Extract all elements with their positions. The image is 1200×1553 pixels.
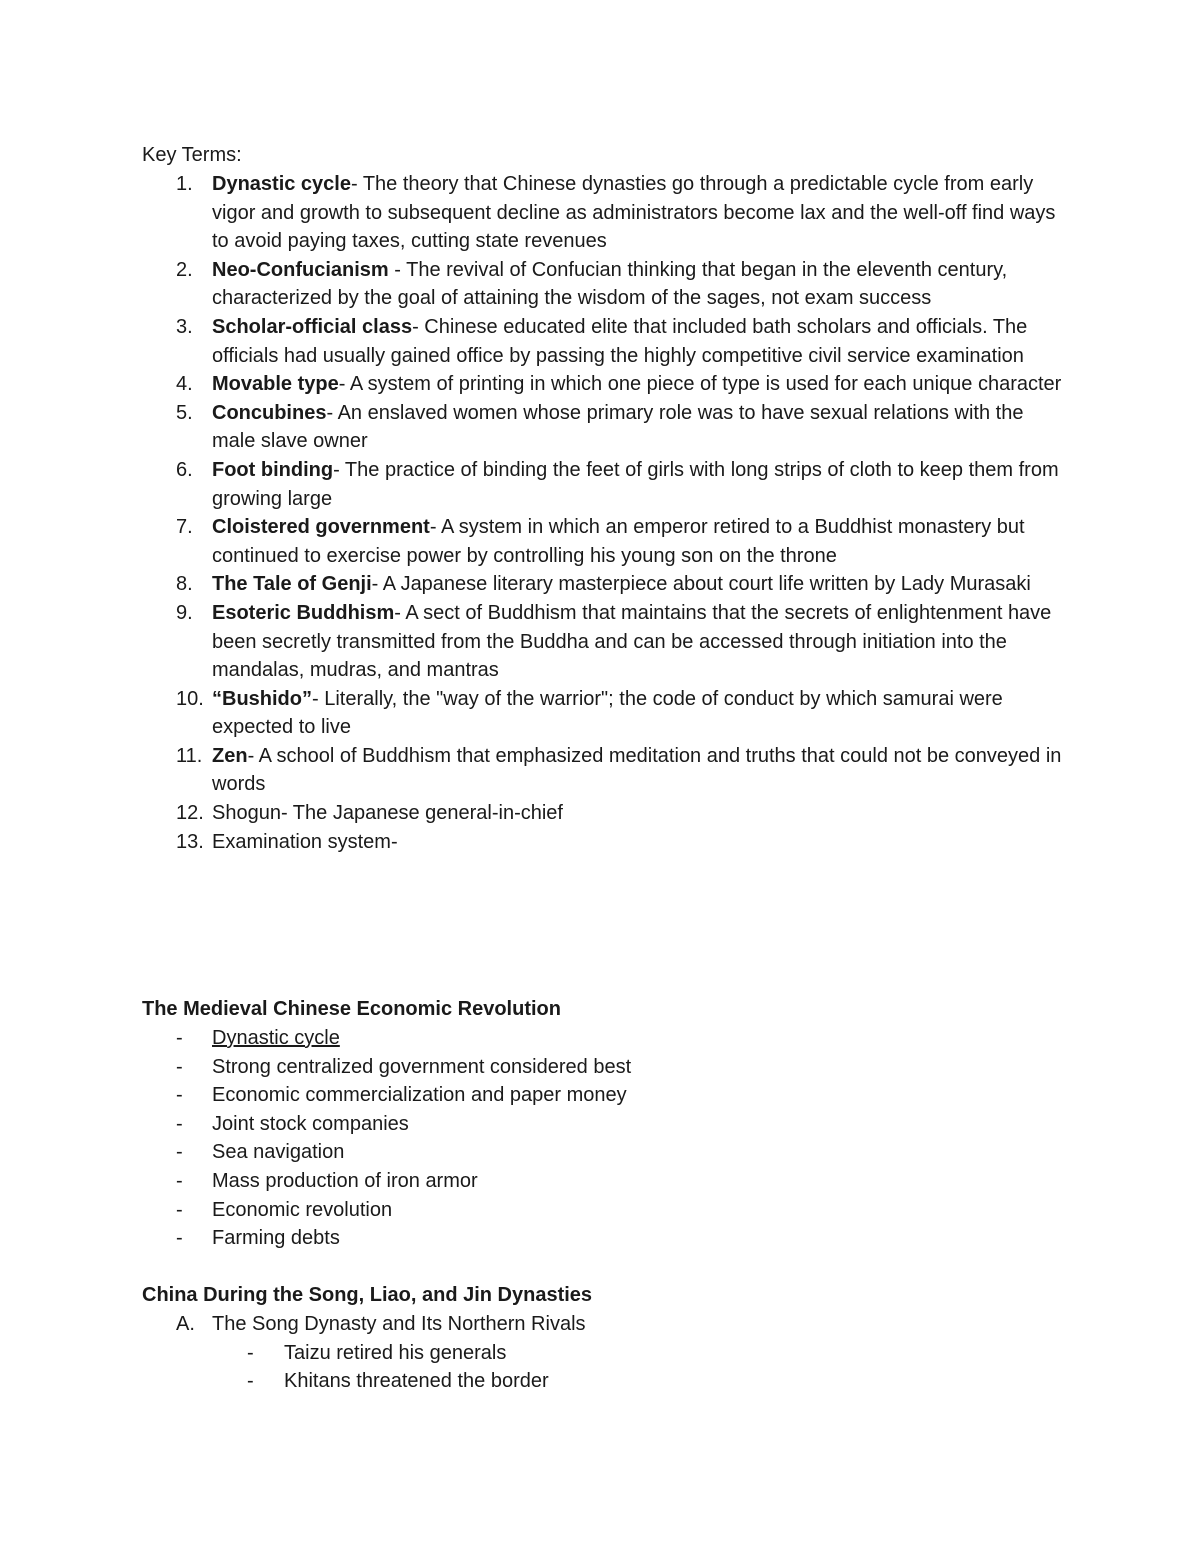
economic-revolution-heading: The Medieval Chinese Economic Revolution: [142, 998, 561, 1020]
song-outline-list: [142, 1310, 1042, 1396]
key-term-item: [142, 370, 1062, 399]
outline-letter: A.: [176, 1313, 195, 1335]
key-term-definition: - The theory that Chinese dynasties go through a predictable cycle from early vigor and growth to subsequent decline as administrators become lax and the well-off find ways to avoid paying taxes, cutting state revenues: [212, 173, 1056, 253]
key-term-item: [142, 828, 1062, 857]
key-term-item: [142, 399, 1062, 456]
key-term-definition: - Literally, the "way of the warrior"; the code of conduct by which samurai were expected to live: [212, 687, 1003, 739]
key-term-item: [142, 456, 1062, 513]
outline-text: The Song Dynasty and Its Northern Rivals: [212, 1313, 586, 1335]
key-term-definition: - Chinese educated elite that included bath scholars and officials. The officials had usually gained office by passing the highly competitive civil service examination: [212, 315, 1028, 367]
key-term-name: Dynastic cycle: [212, 173, 351, 195]
key-term-definition: - A Japanese literary masterpiece about court life written by Lady Murasaki: [371, 573, 1031, 596]
bullet-text: Farming debts: [212, 1227, 340, 1250]
key-term-name: “Bushido”: [212, 687, 312, 710]
key-term-name: Scholar-official class: [212, 315, 413, 338]
key-term-number: 4.: [176, 373, 193, 396]
key-term-item: [142, 256, 1062, 313]
key-term-item: [142, 570, 1062, 599]
key-term-name: Esoteric Buddhism: [212, 601, 395, 624]
key-term-name: Movable type: [212, 373, 339, 396]
key-term-definition: Shogun- The Japanese general-in-chief: [212, 802, 563, 825]
key-term-number: 9.: [176, 601, 193, 624]
key-terms-heading: Key Terms:: [142, 144, 242, 166]
bullet-item: [142, 1138, 1042, 1167]
bullet-dash: -: [176, 1169, 183, 1192]
bullet-dash: -: [176, 1055, 183, 1078]
key-terms-list: [142, 170, 1062, 856]
key-term-name: Neo-Confucianism: [212, 258, 389, 281]
key-term-definition: Examination system-: [212, 830, 398, 853]
key-term-item: [142, 170, 1062, 256]
key-term-number: 2.: [176, 258, 193, 281]
bullet-text: Dynastic cycle: [212, 1027, 340, 1049]
key-term-name: Concubines: [212, 401, 327, 424]
bullet-text: Joint stock companies: [212, 1112, 409, 1135]
key-term-number: 12.: [176, 802, 204, 825]
bullet-dash: -: [247, 1370, 254, 1393]
key-term-number: 10.: [176, 687, 204, 710]
outline-item: [142, 1310, 1042, 1339]
key-term-name: The Tale of Genji: [212, 573, 372, 596]
bullet-item: [142, 1081, 1042, 1110]
key-term-number: 1.: [176, 173, 193, 195]
sub-bullet-text: Khitans threatened the border: [284, 1370, 549, 1393]
key-term-definition: - An enslaved women whose primary role was to have sexual relations with the male slave owner: [212, 401, 1024, 453]
bullet-text: Strong centralized government considered best: [212, 1055, 632, 1078]
key-term-definition: - The revival of Confucian thinking that began in the eleventh century, characterized by the goal of attaining the wisdom of the sages, not exam success: [212, 258, 1008, 310]
bullet-item: [142, 1196, 1042, 1225]
key-term-item: [142, 685, 1062, 742]
key-term-number: 11.: [176, 744, 203, 767]
bullet-item: [142, 1224, 1042, 1253]
key-term-definition: - A school of Buddhism that emphasized meditation and truths that could not be conveyed in words: [212, 744, 1062, 796]
sub-bullet-item: [214, 1367, 1042, 1396]
key-term-item: [142, 313, 1062, 370]
bullet-item: [142, 1167, 1042, 1196]
bullet-text: Sea navigation: [212, 1141, 345, 1164]
bullet-dash: -: [247, 1341, 254, 1364]
bullet-dash: -: [176, 1112, 183, 1135]
key-term-number: 13.: [176, 830, 204, 853]
sub-bullet-item: [214, 1339, 1042, 1368]
bullet-text: Economic revolution: [212, 1198, 393, 1221]
key-term-name: Cloistered government: [212, 516, 430, 539]
bullet-item: [142, 1053, 1042, 1082]
key-term-definition: - A system in which an emperor retired to a Buddhist monastery but continued to exercise power by controlling his young son on the throne: [212, 516, 1025, 567]
key-term-number: 6.: [176, 458, 193, 481]
key-term-item: [142, 742, 1062, 799]
sub-bullet-text: Taizu retired his generals: [284, 1341, 507, 1364]
bullet-item: [142, 1110, 1042, 1139]
key-term-name: Foot binding: [212, 458, 334, 481]
key-term-number: 3.: [176, 315, 193, 338]
bullet-dash: -: [176, 1198, 183, 1221]
key-term-name: Zen: [212, 744, 248, 767]
song-liao-jin-heading: China During the Song, Liao, and Jin Dynasties: [142, 1284, 593, 1306]
key-term-number: 7.: [176, 516, 193, 539]
bullet-dash: -: [176, 1027, 183, 1049]
bullet-dash: -: [176, 1141, 183, 1164]
key-term-item: [142, 799, 1062, 828]
bullet-dash: -: [176, 1084, 183, 1107]
bullet-text: Economic commercialization and paper money: [212, 1084, 627, 1107]
economic-revolution-list: [142, 1024, 1042, 1253]
key-term-item: [142, 513, 1062, 570]
bullet-text: Mass production of iron armor: [212, 1169, 478, 1192]
key-term-definition: - A sect of Buddhism that maintains that the secrets of enlightenment have been secretly transmitted from the Buddha and can be accessed through initiation into the mandalas, mudras, and mantras: [212, 601, 1052, 682]
bullet-dash: -: [176, 1227, 183, 1250]
key-term-item: [142, 599, 1062, 685]
bullet-item: [142, 1024, 1042, 1053]
key-term-definition: - The practice of binding the feet of girls with long strips of cloth to keep them from growing large: [212, 458, 1059, 510]
key-term-definition: - A system of printing in which one piece of type is used for each unique character: [338, 373, 1062, 396]
key-term-number: 5.: [176, 401, 193, 424]
key-term-number: 8.: [176, 573, 193, 596]
